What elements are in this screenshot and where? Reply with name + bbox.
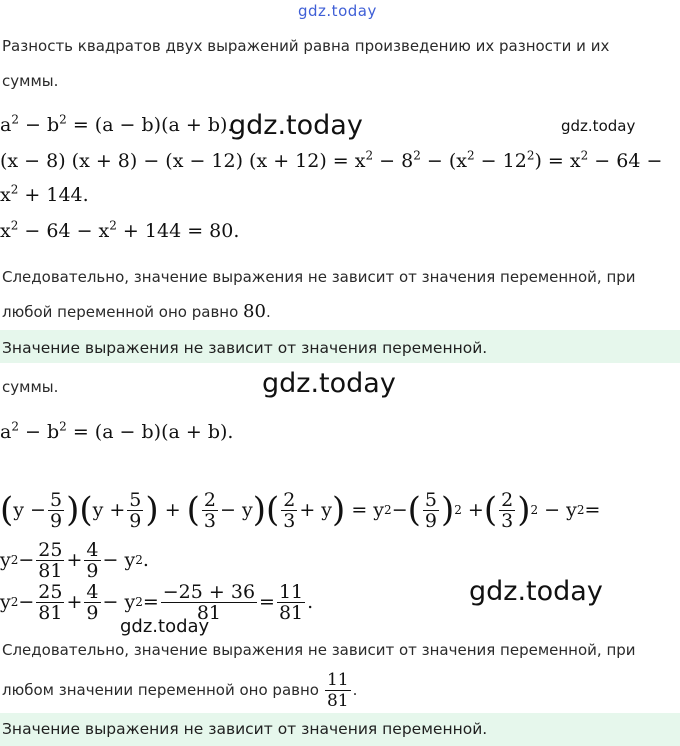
watermark: gdz.today (561, 117, 636, 135)
conclusion-label: любом значении переменной оно равно (2, 681, 319, 699)
math-line-2: $x^2 + 144$. (0, 182, 89, 206)
math-line-4: ( y − $\frac{5}{9}$ ) ( y + $\frac{5}{9}$ ) + ( $\frac{2}{3}$ − y ) ( $\frac{2}{3}$ + y ) = y 2 − ( $\frac{5}{9}$ ) 2 + ( $\frac{2}{3}$ ) 2 − y 2 = (0, 488, 601, 532)
conclusion-text: Следовательно, значение выражения не зависит от значения переменной, при (2, 268, 636, 286)
math-line-6: y 2 − $\frac{25}{81}$ + $\frac{4}{9}$ − y 2 = $\frac{-25 + 36}{81}$ = $\frac{11}{81}$ . (0, 580, 314, 624)
formula-difference-of-squares: $a^2 - b^2 = (a - b)(a + b)$. (0, 112, 234, 136)
math-line-3: $x^2 - 64 - x^2 + 144 = 80$. (0, 218, 240, 242)
conclusion-value: 80 (243, 301, 266, 322)
conclusion-text-part2-cont: любом значении переменной оно равно $\frac{11}{81}$ . (2, 669, 358, 711)
watermark-top: gdz.today (298, 2, 377, 20)
answer-text-2: Значение выражения не зависит от значения переменной. (2, 720, 488, 738)
intro-text-cont: суммы. (2, 72, 59, 90)
conclusion-fraction (325, 670, 351, 711)
answer-text: Значение выражения не зависит от значения переменной. (2, 339, 488, 357)
intro-text: Разность квадратов двух выражений равна произведению их разности и их (2, 37, 610, 55)
math-line-5: y 2 − $\frac{25}{81}$ + $\frac{4}{9}$ − y 2 . (0, 538, 149, 582)
fraction-denominator: 81 (326, 690, 349, 711)
fraction-numerator: 11 (326, 669, 349, 690)
conclusion-label: любой переменной оно равно (2, 303, 239, 321)
watermark: gdz.today (120, 616, 210, 637)
watermark: gdz.today (469, 576, 603, 607)
math-line-1: (x − 8) (x + 8) − (x − 12) $(x + 12) = x^2 - 8^2 - (x^2 - 12^2) = x^2 - 64$ − (0, 148, 663, 172)
watermark: gdz.today (229, 110, 363, 141)
watermark: gdz.today (262, 368, 396, 399)
conclusion-text-part2: Следовательно, значение выражения не зависит от значения переменной, при (2, 641, 636, 659)
formula-difference-of-squares-2: $a^2 - b^2 = (a - b)(a + b)$. (0, 419, 234, 443)
intro-text-part2: суммы. (2, 378, 59, 396)
conclusion-text-cont: любой переменной оно равно 80. (2, 301, 271, 322)
